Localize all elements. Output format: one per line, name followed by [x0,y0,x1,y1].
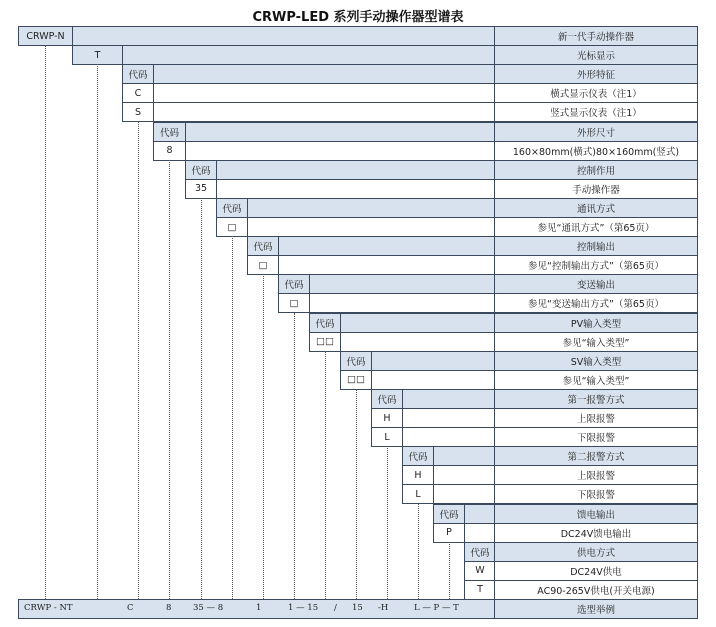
guide-line [201,198,202,599]
filler-cell [402,389,495,409]
filler-cell [433,446,495,466]
filler-cell [464,504,495,524]
description-cell: 手动操作器 [494,179,698,199]
page-title: CRWP-LED 系列手动操作器型谱表 [252,10,464,25]
code-cell: 代码 [216,198,248,218]
filler-cell [402,427,495,447]
code-cell: T [464,580,496,600]
code-cell: □ [216,217,248,237]
description-cell: 光标显示 [494,45,698,65]
guide-line [169,160,170,599]
code-cell: H [371,408,403,428]
description-cell: DC24V供电 [494,561,698,581]
code-cell: 8 [153,141,186,161]
example-part: 1 — 15 [288,603,319,613]
code-cell: 代码 [122,64,154,84]
filler-cell [247,198,495,218]
example-part: C [127,603,134,613]
example-part: / [334,603,337,613]
description-cell: 160×80mm(横式)80×160mm(竖式) [494,141,698,161]
description-cell: 上限报警 [494,465,698,485]
description-cell: 参见“输入类型” [494,332,698,352]
example-part: 1 [256,603,262,613]
code-cell: 代码 [309,313,341,333]
example-part: 35 — 8 [193,603,224,613]
description-cell: 控制输出 [494,236,698,256]
code-cell: □□ [309,332,341,352]
description-cell: 参见“变送输出方式”（第65页） [494,293,698,313]
guide-line [387,446,388,599]
description-cell: 竖式显示仪表（注1） [494,102,698,122]
example-label: 选型举例 [494,599,698,619]
code-cell: P [433,523,465,543]
description-cell: 参见“控制输出方式”（第65页） [494,255,698,275]
code-cell: L [371,427,403,447]
code-cell: 代码 [371,389,403,409]
code-cell: □ [278,293,310,313]
filler-cell [278,236,495,256]
filler-cell [216,179,495,199]
description-cell: 外形尺寸 [494,122,698,142]
code-cell: 35 [185,179,217,199]
code-cell: □ [247,255,279,275]
filler-cell [185,141,495,161]
description-cell: SV输入类型 [494,351,698,371]
filler-cell [371,370,495,390]
description-cell: 新一代手动操作器 [494,26,698,46]
description-cell: 横式显示仪表（注1） [494,83,698,103]
description-cell: PV输入类型 [494,313,698,333]
description-cell: 馈电输出 [494,504,698,524]
filler-cell [371,351,495,371]
code-cell: L [402,484,434,504]
guide-line [356,389,357,599]
guide-line [418,504,419,600]
filler-cell [122,45,495,65]
filler-cell [309,293,495,313]
description-cell: AC90-265V供电(开关电源) [494,580,698,600]
example-part: CRWP - NT [24,603,73,613]
description-cell: 上限报警 [494,408,698,428]
example-part: L — P — T [414,603,459,613]
code-cell: W [464,561,496,581]
guide-line [449,542,450,599]
code-cell: 代码 [185,160,217,180]
description-cell: 第二报警方式 [494,446,698,466]
description-cell: 控制作用 [494,160,698,180]
code-cell: 代码 [433,504,465,524]
code-cell: 代码 [278,274,310,294]
guide-line [45,45,46,599]
description-cell: DC24V馈电输出 [494,523,698,543]
filler-cell [153,83,495,103]
filler-cell [216,160,495,180]
guide-line [232,236,233,599]
series-code-cell: CRWP-N [18,26,73,46]
description-cell: 下限报警 [494,484,698,504]
filler-cell [433,484,495,504]
example-part: 15 [352,603,363,613]
code-cell: S [122,102,154,122]
filler-cell [72,26,495,46]
code-cell: 代码 [340,351,372,371]
guide-line [263,274,264,599]
code-cell: C [122,83,154,103]
code-cell: 代码 [247,236,279,256]
guide-line [97,64,98,599]
description-cell: 供电方式 [494,542,698,562]
description-cell: 变送输出 [494,274,698,294]
description-cell: 通讯方式 [494,198,698,218]
example-part: 8 [166,603,172,613]
filler-cell [340,313,495,333]
description-cell: 下限报警 [494,427,698,447]
filler-cell [309,274,495,294]
filler-cell [433,465,495,485]
description-cell: 第一报警方式 [494,389,698,409]
code-cell: 代码 [402,446,434,466]
filler-cell [153,102,495,122]
description-cell: 参见“通讯方式”（第65页） [494,217,698,237]
guide-line [325,351,326,599]
description-cell: 外形特征 [494,64,698,84]
filler-cell [247,217,495,237]
code-cell: 代码 [153,122,186,142]
filler-cell [278,255,495,275]
filler-cell [402,408,495,428]
guide-line [138,122,139,600]
filler-cell [153,64,495,84]
filler-cell [340,332,495,352]
example-part: -H [378,603,389,613]
code-cell: H [402,465,434,485]
filler-cell [464,523,495,543]
code-cell: T [72,45,123,65]
filler-cell [185,122,495,142]
code-cell: 代码 [464,542,496,562]
description-cell: 参见“输入类型” [494,370,698,390]
code-cell: □□ [340,370,372,390]
guide-line [294,313,295,600]
